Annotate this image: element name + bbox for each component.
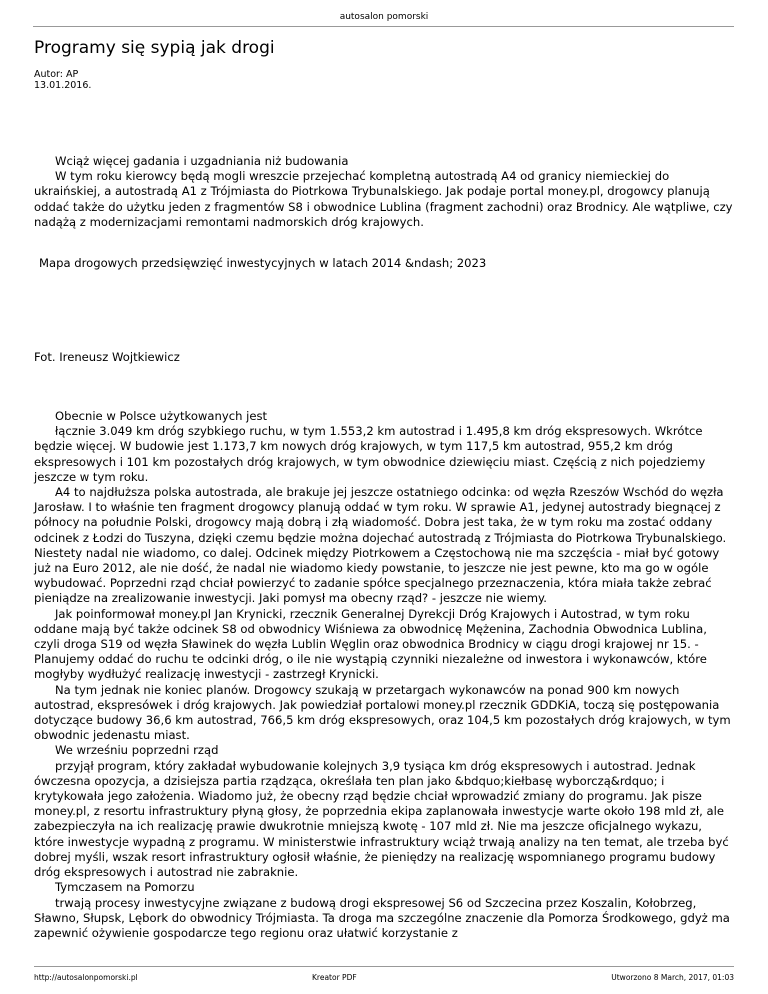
subheading-government: We wrześniu poprzedni rząd <box>55 743 219 758</box>
article-body <box>34 409 734 941</box>
paragraph: A4 to najdłuższa polska autostrada, ale brakuje jej jeszcze ostatniego odcinka: od węzła Rzeszów Wschód do węzła Jarosław. I to właśnie ten fragment drogowcy planują oddać w tym roku. W sprawie A1, jedynej autostrady biegnącej z północy na południe Polski, drogowcy mają dobrą i złą wiadomość. Dobra jest taka, że w tym roku ma zostać oddany odcinek z Łodzi do Tuszyna, dzięki czemu będzie można dojechać autostradą z Trójmiasta do Piotrkowa Trybunalskiego. Niestety nadal nie wiadomo, co dalej. Odcinek między Piotrkowem a Częstochową nie ma szczęścia - miał być gotowy już na Euro 2012, ale nie dość, że nadal nie wiadomo kiedy powstanie, to jeszcze nie jest pewne, kto ma go w ogóle wybudować. Poprzedni rząd chciał powierzyć to zadanie spółce specjalnego przeznaczenia, która miała także zebrać pieniądze na zrealizowanie inwestycji. Jaki pomysł ma obecny rząd? - jeszcze nie wiemy. <box>34 485 727 606</box>
intro-paragraph: W tym roku kierowcy będą mogli wreszcie przejechać kompletną autostradą A4 od granicy niemieckiej do ukraińskiej, a autostradą A1 z Trójmiasta do Piotrkowa Trybunalskiego. Jak podaje portal money.pl, drogowcy planują oddać także do użytku jeden z fragmentów S8 i obwodnice Lublina (fragment zachodni) oraz Brodnicy. Ale wątpliwe, czy nadążą z modernizacjami remontami nadmorskich dróg krajowych. <box>34 169 733 229</box>
paragraph: trwają procesy inwestycyjne związane z budową drogi ekspresowej S6 od Szczecina przez Koszalin, Kołobrzeg, Sławno, Słupsk, Lębork do obwodnicy Trójmiasta. Ta droga ma szczególne znaczenie dla Pomorza Środkowego, gdyż ma zapewnić ożywienie gospodarcze tego regionu oraz ułatwić korzystanie z <box>34 895 730 940</box>
paragraph: łącznie 3.049 km dróg szybkiego ruchu, w tym 1.553,2 km autostrad i 1.495,8 km dróg ekspresowych. Wkrótce będzie więcej. W budowie jest 1.173,7 km nowych dróg krajowych, w tym 117,5 km autostrad, 955,2 km dróg ekspresowych i 101 km pozostałych dróg krajowych, w tym obwodnice dziewięciu miast. Częścią z nich pojedziemy jeszcze w tym roku. <box>34 424 706 484</box>
header-divider <box>33 26 734 27</box>
page-header: autosalon pomorski <box>339 12 429 22</box>
article-title: Programy się sypią jak drogi <box>34 38 275 58</box>
subheading-pomerania: Tymczasem na Pomorzu <box>55 880 195 895</box>
intro-lead: Wciąż więcej gadania i uzgadniania niż budowania <box>55 154 349 168</box>
map-caption: Mapa drogowych przedsięwzięć inwestycyjnych w latach 2014 &ndash; 2023 <box>39 256 487 270</box>
paragraph: Jak poinformował money.pl Jan Krynicki, rzecznik Generalnej Dyrekcji Dróg Krajowych i Autostrad, w tym roku oddane mają być także odcinek S8 od obwodnicy Wiśniewa za obwodnicę Mężenina, Zachodnia Obwodnica Lublina, czyli droga S19 od węzła Sławinek do węzła Lublin Węglin oraz obwodnica Brodnicy w ciągu drogi krajowej nr 15. - Planujemy oddać do ruchu te odcinki dróg, o ile nie wystąpią czynniki niezależne od inwestora i wykonawców, które mogłyby wydłużyć realizację inwestycji - zastrzegł Krynicki. <box>34 606 707 682</box>
article-author: Autor: AP <box>34 69 79 80</box>
paragraph: przyjął program, który zakładał wybudowanie kolejnych 3,9 tysiąca km dróg ekspresowych i autostrad. Jednak ówczesna opozycja, a dzisiejsza partia rządząca, określała ten plan jako &bdquo;kiełbasę wyborczą&rdquo; i krytykowała jego założenia. Wiadomo już, że obecny rząd będzie chciał wprowadzić zmiany do programu. Jak pisze money.pl, z resortu infrastruktury płyną głosy, że poprzednia ekipa zaplanowała inwestycje warte około 198 mld zł, ale zabezpieczyła na ich realizację prawie dwukrotnie mniejszą kwotę - 107 mld zł. Nie ma jeszcze oficjalnego wykazu, które inwestycje wypadną z programu. W ministerstwie infrastruktury wciąż trwają analizy na ten temat, ale trzeba być dobrej myśli, wszak resort infrastruktury ogłosił właśnie, że pieniędzy na realizację wspomnianego programu budowy dróg ekspresowych i autostrad nie zabraknie. <box>34 758 729 880</box>
subheading-roads: Obecnie w Polsce użytkowanych jest <box>55 409 268 423</box>
footer-divider <box>34 966 734 967</box>
footer-generator: Kreator PDF <box>312 973 357 982</box>
article-meta <box>34 69 91 91</box>
article-date: 13.01.2016. <box>34 80 92 91</box>
paragraph: Na tym jednak nie koniec planów. Drogowcy szukają w przetargach wykonawców na ponad 900 km nowych autostrad, ekspresówek i dróg krajowych. Jak powiedział portalowi money.pl rzecznik GDDKiA, toczą się postępowania dotyczące budowy 36,6 km autostrad, 766,5 km dróg ekspresowych, oraz 104,5 km pozostałych dróg krajowych, w tym obwodnic jedenastu miast. <box>34 682 731 743</box>
intro-section <box>34 154 734 230</box>
photo-caption: Fot. Ireneusz Wojtkiewicz <box>34 350 180 364</box>
footer-created-date: Utworzono 8 March, 2017, 01:03 <box>611 973 734 982</box>
footer-url-link[interactable]: http://autosalonpomorski.pl <box>34 973 138 982</box>
